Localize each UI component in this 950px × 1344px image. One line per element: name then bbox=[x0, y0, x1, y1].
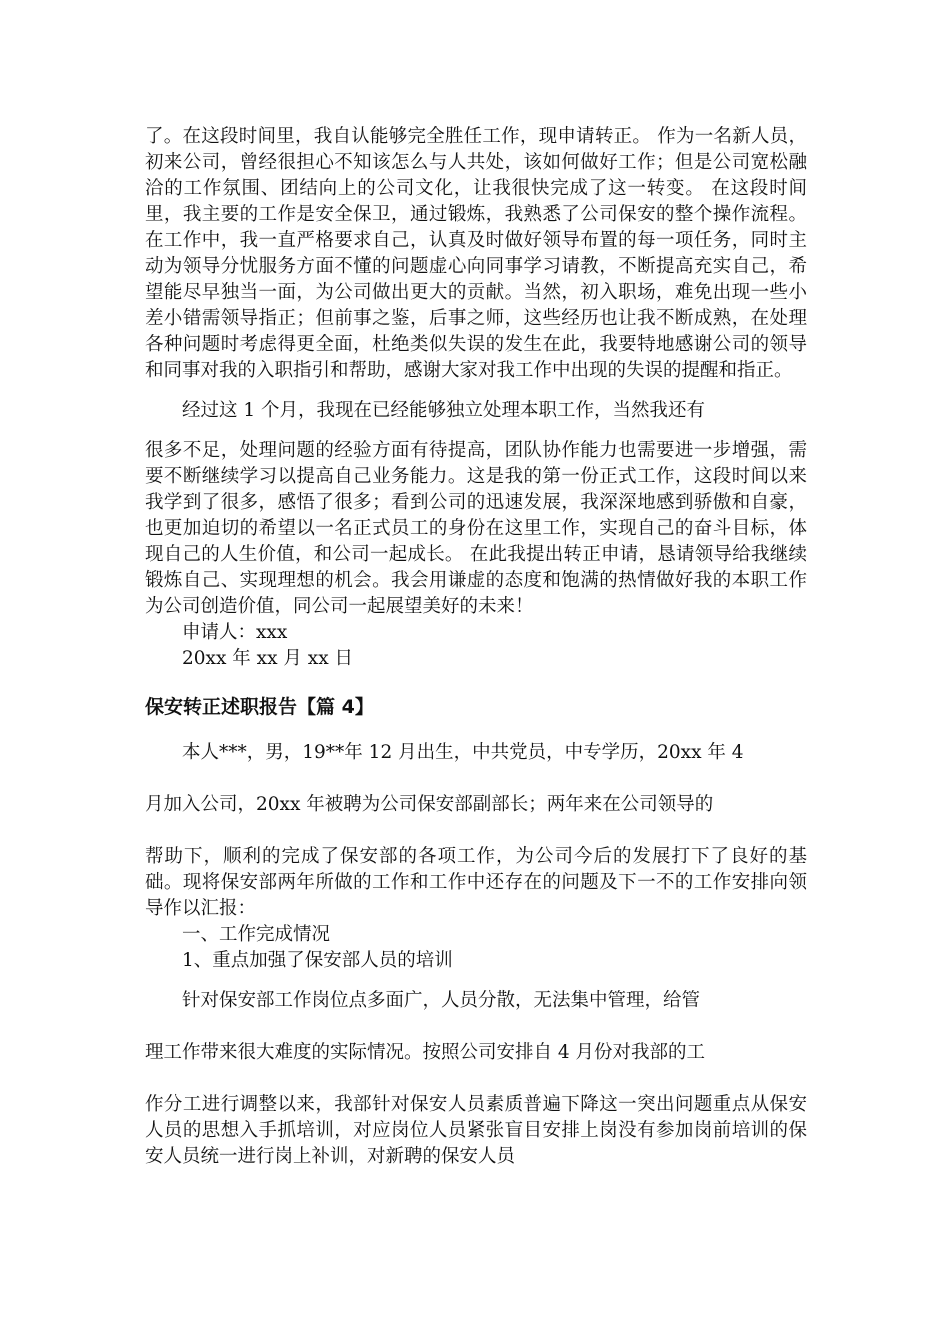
item-title: 1、重点加强了保安部人员的培训 bbox=[182, 950, 453, 971]
body-paragraph-line: 经过这 1 个月，我现在已经能够独立处理本职工作，当然我还有 bbox=[182, 400, 706, 421]
section-heading: 保安转正述职报告【篇 4】 bbox=[145, 696, 374, 718]
document-page bbox=[145, 124, 807, 1170]
body-paragraph-line: 本人***，男，19**年 12 月出生，中共党员，中专学历，20xx 年 4 bbox=[182, 742, 744, 763]
applicant-line: 申请人：xxx bbox=[182, 622, 288, 643]
section-title: 一、工作完成情况 bbox=[182, 924, 331, 945]
body-paragraph: 很多不足，处理问题的经验方面有待提高，团队协作能力也需要进一步增强，需要不断继续学习以提高自己业务能力。这是我的第一份正式工作，这段时间以来我学到了很多，感悟了很多；看到公司的迅速发展，我深深地感到骄傲和自豪，也更加迫切的希望以一名正式员工的身份在这里工作，实现自己的奋斗目标，体现自己的人生价值，和公司一起成长。 在此我提出转正申请，恳请领导给我继续锻炼自己、实现理想的机会。我会用谦虚的态度和饱满的热情做好我的本职工作为公司创造价值，同公司一起展望美好的未来！ bbox=[145, 440, 807, 617]
body-paragraph-line: 针对保安部工作岗位点多面广，人员分散，无法集中管理，给管 bbox=[182, 990, 701, 1011]
body-paragraph: 了。在这段时间里，我自认能够完全胜任工作，现申请转正。 作为一名新人员，初来公司，曾经很担心不知该怎么与人共处，该如何做好工作；但是公司宽松融洽的工作氛围、团结向上的公司文化，让我很快完成了这一转变。 在这段时间里，我主要的工作是安全保卫，通过锻炼，我熟悉了公司保安的整个操作流程。在工作中，我一直严格要求自己，认真及时做好领导布置的每一项任务，同时主动为领导分忧服务方面不懂的问题虚心向同事学习请教，不断提高充实自己，希望能尽早独当一面，为公司做出更大的贡献。当然，初入职场，难免出现一些小差小错需领导指正；但前事之鉴，后事之师，这些经历也让我不断成熟，在处理各种问题时考虑得更全面，杜绝类似失误的发生在此，我要特地感谢公司的领导和同事对我的入职指引和帮助，感谢大家对我工作中出现的失误的提醒和指正。 bbox=[145, 126, 807, 381]
body-paragraph: 帮助下，顺利的完成了保安部的各项工作，为公司今后的发展打下了良好的基础。现将保安部两年所做的工作和工作中还存在的问题及下一不的工作安排向领导作以汇报： bbox=[145, 846, 807, 919]
date-line: 20xx 年 xx 月 xx 日 bbox=[182, 648, 354, 669]
body-paragraph-line: 理工作带来很大难度的实际情况。按照公司安排自 4 月份对我部的工 bbox=[145, 1042, 706, 1063]
body-paragraph-line: 月加入公司，20xx 年被聘为公司保安部副部长；两年来在公司领导的 bbox=[145, 794, 714, 815]
body-paragraph: 作分工进行调整以来，我部针对保安人员素质普遍下降这一突出问题重点从保安人员的思想入手抓培训，对应岗位人员紧张盲目安排上岗没有参加岗前培训的保安人员统一进行岗上补训，对新聘的保安人员 bbox=[145, 1094, 807, 1167]
